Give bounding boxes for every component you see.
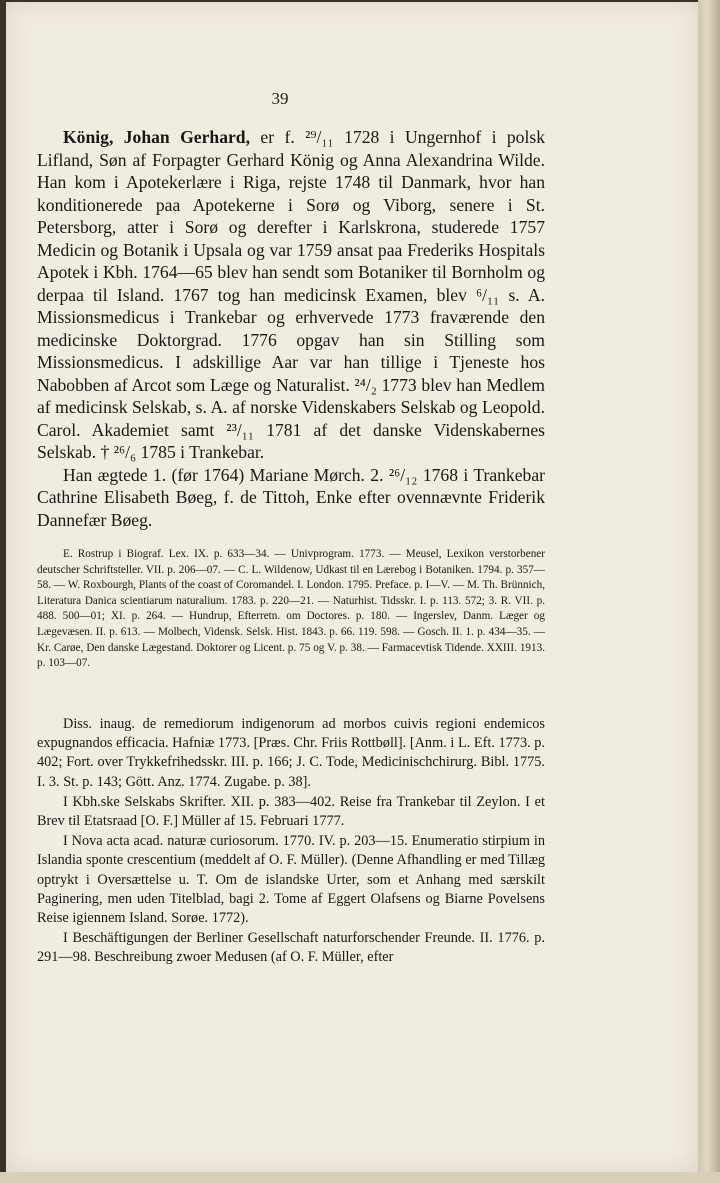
work-item: I Kbh.ske Selskabs Skrifter. XII. p. 383—402. Reise fra Trankebar til Zeylon. I et Brev til Etatsraad [O. F.] Müller af 15. Februari 1777.	[37, 793, 545, 830]
biography-entry	[37, 126, 545, 531]
page-edge-bottom	[0, 1172, 720, 1183]
references: E. Rostrup i Biograf. Lex. IX. p. 633—34. — Univprogram. 1773. — Meusel, Lexikon verstorbener deutscher Schriftsteller. VII. p. 206—07. — C. L. Wildenow, Udkast til en Lærebog i Botaniken. 1794. p. 357—58. — W. Roxbourgh, Plants of the coast of Coromandel. I. London. 1795. Preface. p. I—V. — M. Th. Brünnich, Literatura Danica scientiarum naturalium. 1783. p. 220—21. — Naturhist. Tidsskr. I. p. 113. 572; 3. R. VII. p. 488. 500—01; XI. p. 264. — Hundrup, Efterretn. om Doctores. p. 180. — Ingerslev, Danm. Læger og Lægevæsen. II. p. 613. — Molbech, Vidensk. Selsk. Hist. 1843. p. 66. 119. 598. — Gosch. II. 1. p. 434—35. — Kr. Carøe, Den danske Lægestand. Doktorer og Licent. p. 75 og V. p. 38. — Farmacevtisk Tidende. XXIII. 1913. p. 103—07.	[37, 548, 545, 670]
page-number: 39	[271, 89, 289, 108]
work-item: I Beschäftigungen der Berliner Gesellschaft naturforschender Freunde. II. 1776. p. 291—98. Beschreibung zwoer Medusen (af O. F. Müller, efter	[37, 930, 545, 966]
biography-paragraph-1	[37, 126, 545, 464]
work-item: Diss. inaug. de remediorum indigenorum ad morbos cuivis regioni endemicos expugnandos efficacia. Hafniæ 1773. [Præs. Chr. Friis Rottbøll]. [Anm. i L. Eft. 1773. p. 402; Fort. over Trykkefrihedsskr. III. p. 166; J. C. Tode, Medicinischchirurg. Bibl. 1775. I. 3. St. p. 143; Gött. Anz. 1774. Zugabe. p. 38].	[37, 716, 545, 790]
work-item: I Nova acta acad. naturæ curiosorum. 1770. IV. p. 203—15. Enumeratio stirpium in Islandia sponte crescentium (meddelt af O. F. Müller). (Denne Afhandling er med Tillæg optrykt i Oversættelse u. T. Om de islandske Urter, som et Anhang med særskilt Paginering, men uden Titelblad, bagi 2. Tome af Eggert Olafsens og Biarne Povelsens Reise igiennem Island. Sorøe. 1772).	[37, 833, 545, 927]
page-edge-right	[698, 0, 720, 1183]
entry-name: König, Johan Gerhard,	[63, 127, 250, 147]
works-list	[37, 715, 545, 969]
biography-paragraph-2: Han ægtede 1. (før 1764) Mariane Mørch. 2. ²⁶/₁₂ 1768 i Trankebar Cathrine Elisabeth Bøeg, f. de Tittoh, Enke efter ovennævnte Friderik Dannefær Bøeg.	[37, 464, 545, 530]
biography-text-1: er f. ²⁹/₁₁ 1728 i Ungernhof i polsk Lifland, Søn af Forpagter Gerhard König og Anna Alexandrina Wilde. Han kom i Apotekerlære i Riga, rejste 1748 til Danmark, hvor han konditionerede paa Apotekerne i Sorø og Viborg, senere i St. Petersborg, atter i Sorø og derefter i Karlskrona, studerede 1757 Medicin og Botanik i Upsala og var 1759 ansat paa Frederiks Hospitals Apotek i Kbh. 1764—65 blev han sendt som Botaniker til Bornholm og derpaa til Island. 1767 tog han medicinsk Examen, blev ⁶/₁₁ s. A. Missionsmedicus i Trankebar og erhvervede 1773 fraværende den medicinske Doktorgrad. 1776 opgav han sin Stilling som Missionsmedicus. I adskillige Aar var han tillige i Tjeneste hos Nabobben af Arcot som Læge og Naturalist. ²⁴/₂ 1773 blev han Medlem af medicinsk Selskab, s. A. af norske Videnskabers Selskab og Leopold. Carol. Akademiet samt ²³/₁₁ 1781 af det danske Videnskabernes Selskab. † ²⁶/₆ 1785 i Trankebar.	[37, 127, 546, 462]
